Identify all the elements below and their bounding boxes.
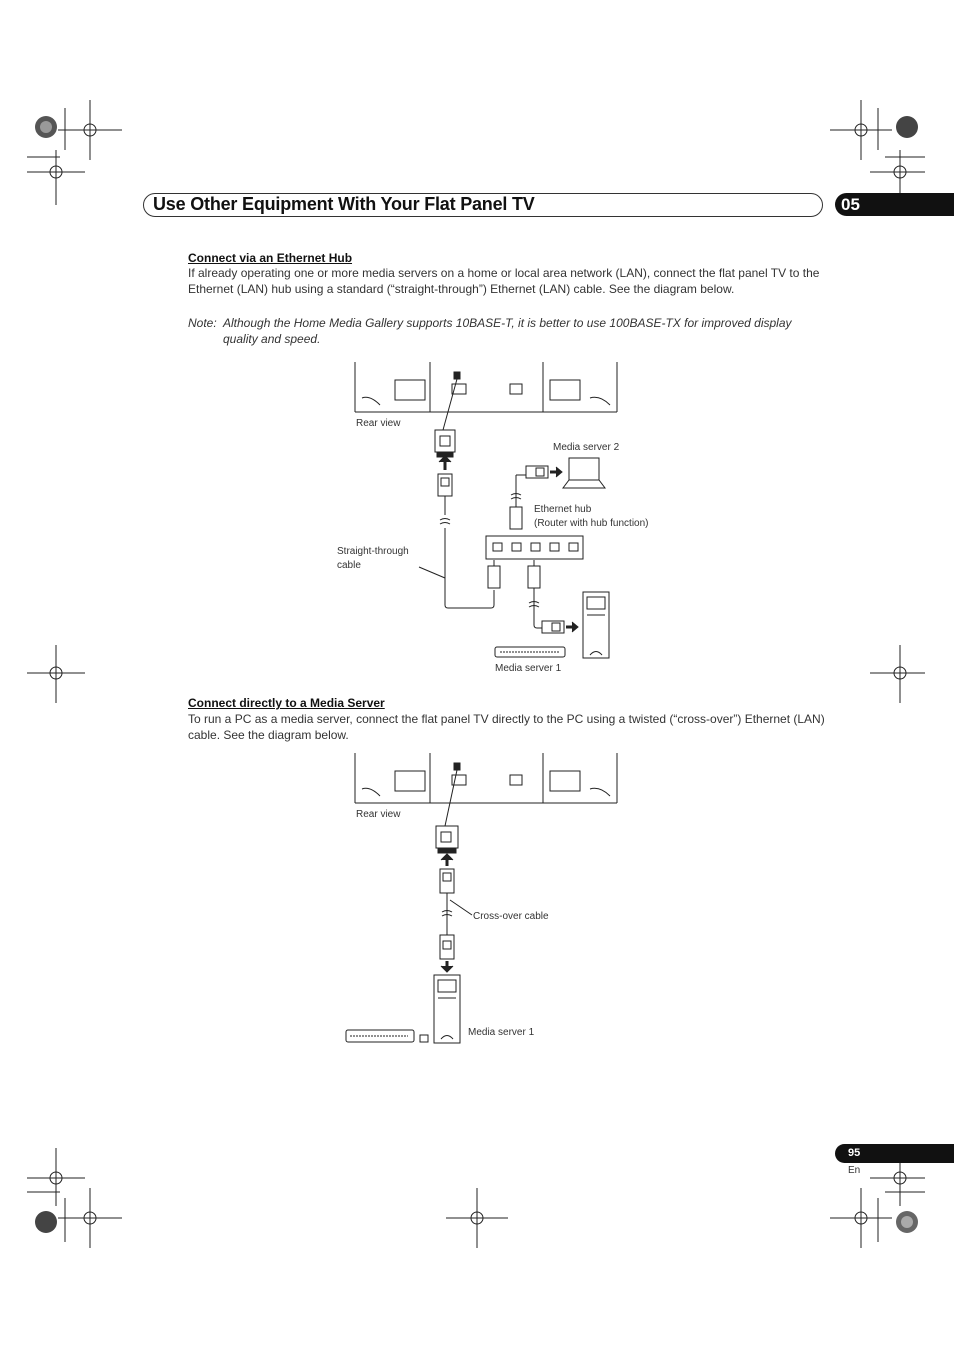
page-number-tab [835, 1144, 954, 1163]
section-paragraph-hub: If already operating one or more media servers on a home or local area network (LAN), connect the flat panel TV to the Ethernet (LAN) hub using a standard (“straight-through”) Ethernet (LAN) cable. See the diagram below. [188, 266, 820, 296]
page-title: Use Other Equipment With Your Flat Panel TV [153, 194, 535, 214]
straight-through-sublabel: cable [337, 560, 361, 571]
note-label: Note: [188, 316, 217, 330]
note-line-2: quality and speed. [223, 332, 321, 346]
ethernet-hub-label: Ethernet hub [534, 504, 592, 515]
section-paragraph-direct: To run a PC as a media server, connect the flat panel TV directly to the PC using a twisted (“cross-over”) Ethernet (LAN) cable. See the diagram below. [188, 712, 825, 742]
page-number: 95 [848, 1147, 861, 1159]
media-server-1-label: Media server 1 [495, 663, 562, 674]
tv-rear-panel-2 [355, 753, 617, 803]
crossover-cable-label: Cross-over cable [473, 911, 549, 922]
media-server-2-label: Media server 2 [553, 442, 620, 453]
media-server-1-label-2: Media server 1 [468, 1027, 535, 1038]
note-line-1: Although the Home Media Gallery supports 10BASE-T, it is better to use 100BASE-TX for improved display [223, 316, 792, 330]
straight-through-label: Straight-through [337, 546, 409, 557]
section-heading-direct: Connect directly to a Media Server [188, 696, 385, 710]
section-heading-hub: Connect via an Ethernet Hub [188, 251, 353, 265]
ethernet-hub-sublabel: (Router with hub function) [534, 518, 649, 529]
chapter-number: 05 [841, 195, 860, 214]
rear-view-label: Rear view [356, 418, 401, 429]
rear-view-label-2: Rear view [356, 809, 401, 820]
language-label: En [848, 1165, 861, 1176]
